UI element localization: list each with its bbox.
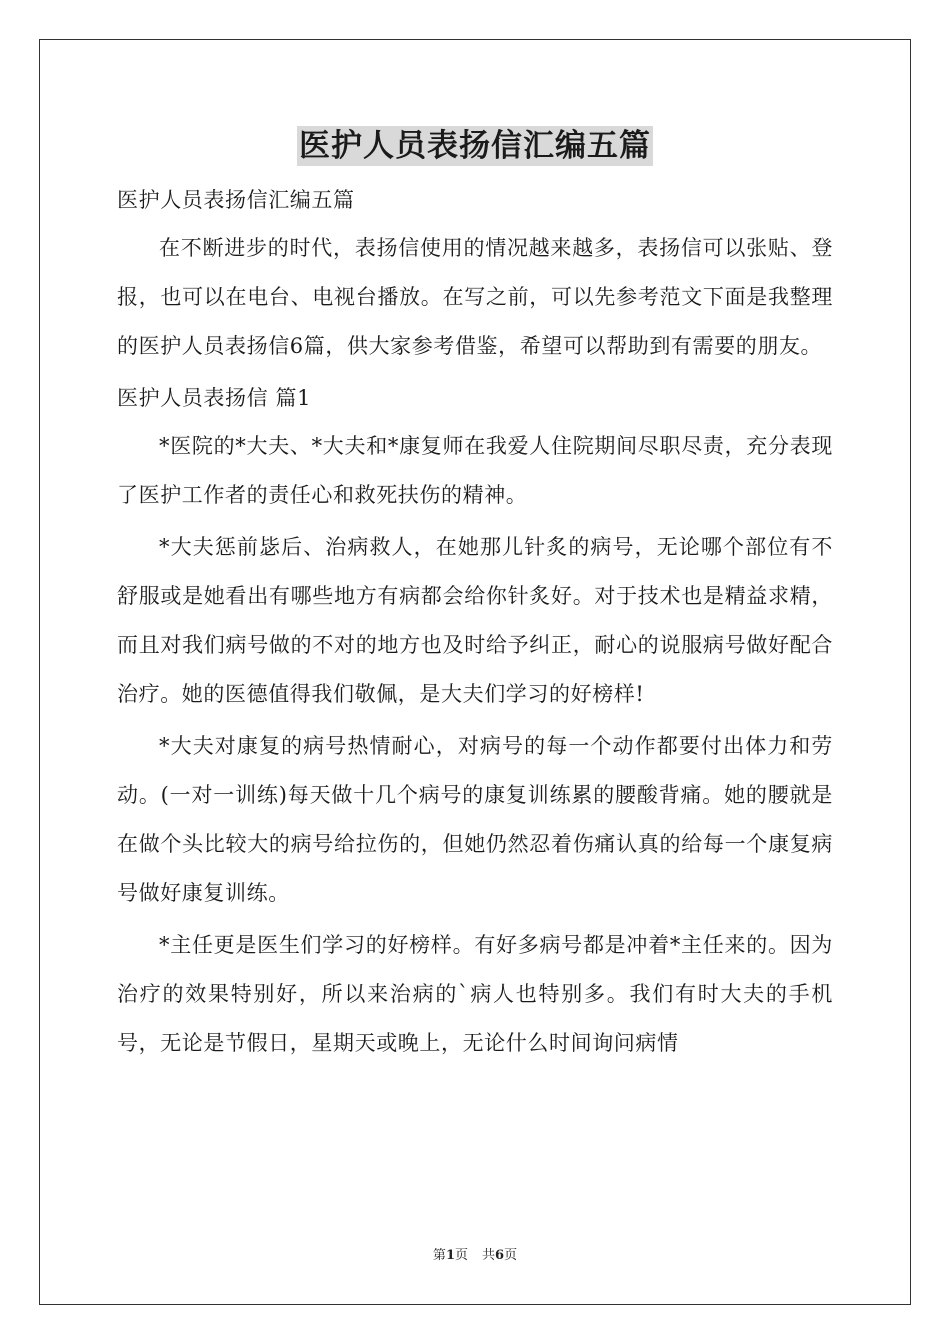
section-heading: 医护人员表扬信 篇1 bbox=[117, 386, 312, 410]
body-paragraph: *大夫对康复的病号热情耐心，对病号的每一个动作都要付出体力和劳动。(一对一训练)每天做十几个病号的康复训练累的腰酸背痛。她的腰就是在做个头比较大的病号给拉伤的，但她仍然忍着伤痛认真的给每一个康复病号做好康复训练。 bbox=[117, 734, 833, 905]
total-prefix: 共 bbox=[482, 1248, 496, 1263]
document-title: 医护人员表扬信汇编五篇 bbox=[299, 128, 651, 164]
total-suffix: 页 bbox=[504, 1248, 518, 1263]
document-body bbox=[117, 176, 833, 1071]
total-pages: 6 bbox=[495, 1248, 505, 1263]
page-prefix: 第 bbox=[432, 1248, 446, 1263]
body-paragraph: *大夫惩前毖后、治病救人，在她那儿针炙的病号，无论哪个部位有不舒服或是她看出有哪些地方有病都会给你针炙好。对于技术也是精益求精，而且对我们病号做的不对的地方也及时给予纠正，耐心的说服病号做好配合治疗。她的医德值得我们敬佩，是大夫们学习的好榜样! bbox=[117, 535, 833, 706]
document-subtitle: 医护人员表扬信汇编五篇 bbox=[117, 188, 355, 212]
page-number: 1 bbox=[445, 1248, 455, 1263]
page-footer bbox=[0, 1247, 950, 1265]
page-suffix: 页 bbox=[454, 1248, 468, 1263]
body-paragraph: *主任更是医生们学习的好榜样。有好多病号都是冲着*主任来的。因为治疗的效果特别好，所以来治病的`病人也特别多。我们有时大夫的手机号，无论是节假日，星期天或晚上，无论什么时间询问病情 bbox=[117, 933, 833, 1055]
intro-paragraph: 在不断进步的时代，表扬信使用的情况越来越多，表扬信可以张贴、登报，也可以在电台、电视台播放。在写之前，可以先参考范文下面是我整理的医护人员表扬信6篇，供大家参考借鉴，希望可以帮助到有需要的朋友。 bbox=[117, 236, 833, 358]
body-paragraph: *医院的*大夫、*大夫和*康复师在我爱人住院期间尽职尽责，充分表现了医护工作者的责任心和救死扶伤的精神。 bbox=[117, 434, 833, 507]
title-container bbox=[0, 126, 950, 166]
